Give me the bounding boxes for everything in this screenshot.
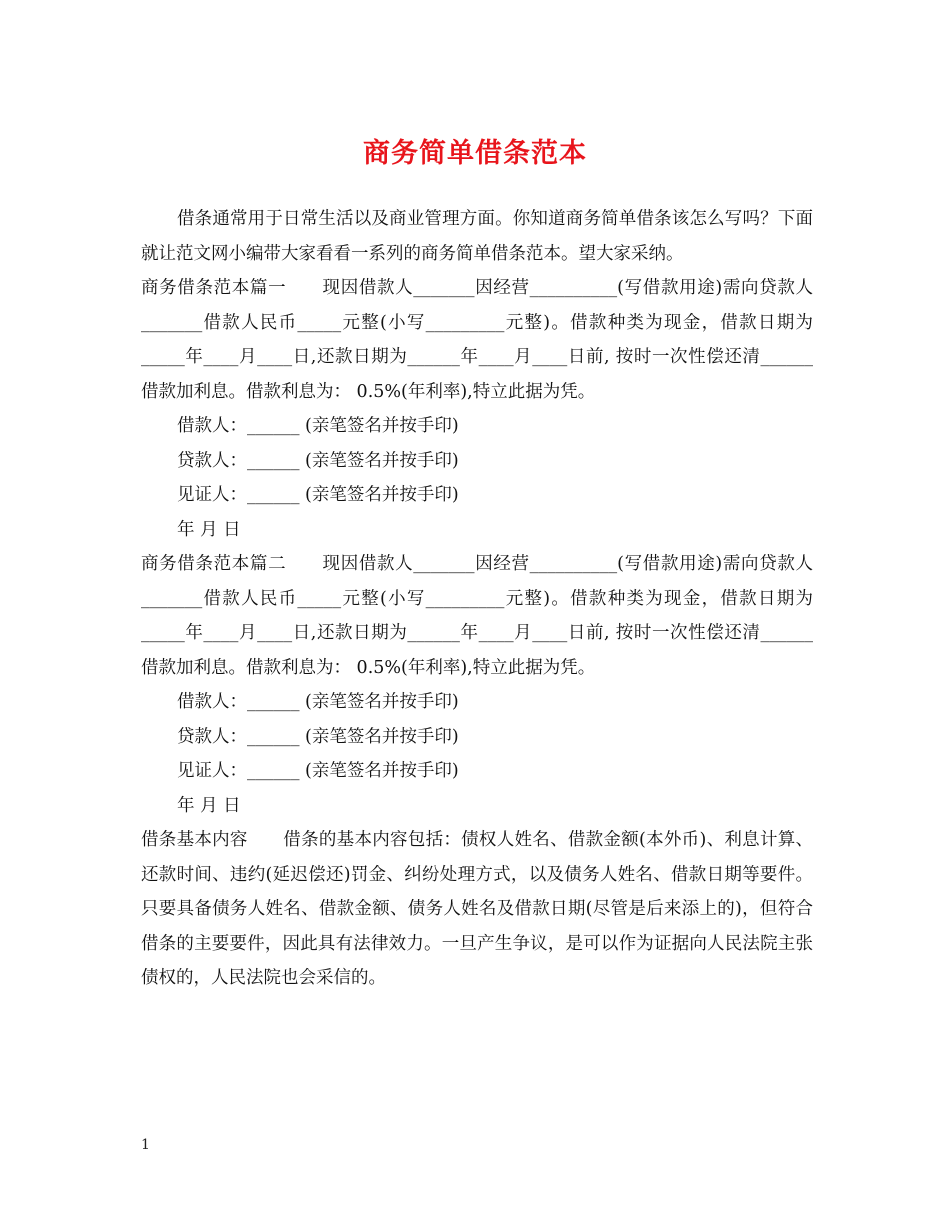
section-two-text: 现因借款人_______因经营__________(写借款用途)需向贷款人_______借款人民币_____元整(小写_________元整)。借款种类为现金，借款日期为_____年____月____日,还款日期为______年____月____日前, 按时一次性偿还清______借款加利息。借款利息为： 0.5%(年利率),特立此据为凭。	[141, 554, 814, 678]
spacer	[248, 830, 284, 850]
section-one-label: 商务借条范本篇一	[141, 278, 287, 298]
section-two-label: 商务借条范本篇二	[141, 554, 287, 574]
section-two-paragraph	[141, 547, 813, 685]
spacer	[286, 278, 322, 298]
intro-paragraph: 借条通常用于日常生活以及商业管理方面。你知道商务简单借条该怎么写吗？下面就让范文网小编带大家看看一系列的商务简单借条范本。望大家采纳。	[141, 209, 813, 264]
section-three-text: 借条的基本内容包括：债权人姓名、借款金额(本外币)、利息计算、还款时间、违约(延迟偿还)罚金、纠纷处理方式，以及债务人姓名、借款日期等要件。只要具备债务人姓名、借款金额、债务人姓名及借款日期(尽管是后来添上的)，但符合借条的主要要件，因此具有法律效力。一旦产生争议，是可以作为证据向人民法院主张债权的，人民法院也会采信的。	[141, 830, 814, 988]
section-two-lender: 贷款人：______ (亲笔签名并按手印)	[177, 726, 459, 747]
section-two-borrower: 借款人：______ (亲笔签名并按手印)	[177, 692, 459, 712]
section-one-text: 现因借款人_______因经营__________(写借款用途)需向贷款人_______借款人民币_____元整(小写_________元整)。借款种类为现金，借款日期为_____年____月____日,还款日期为______年____月____日前, 按时一次性偿还清______借款加利息。借款利息为： 0.5%(年利率),特立此据为凭。	[141, 278, 814, 402]
section-one-lender: 贷款人：______ (亲笔签名并按手印)	[177, 450, 459, 471]
section-three-label: 借条基本内容	[141, 830, 248, 850]
page-number: 1	[141, 1137, 150, 1153]
spacer	[286, 554, 322, 574]
section-one-witness: 见证人：______ (亲笔签名并按手印)	[177, 485, 459, 505]
document-body	[141, 202, 813, 996]
section-one-date: 年 月 日	[177, 519, 241, 540]
section-one-borrower: 借款人：______ (亲笔签名并按手印)	[177, 416, 459, 436]
section-two-date: 年 月 日	[177, 795, 241, 816]
section-one-paragraph	[141, 271, 813, 409]
document-title: 商务简单借条范本	[363, 138, 587, 169]
section-two-witness: 见证人：______ (亲笔签名并按手印)	[177, 761, 459, 781]
section-three-paragraph	[141, 823, 813, 996]
